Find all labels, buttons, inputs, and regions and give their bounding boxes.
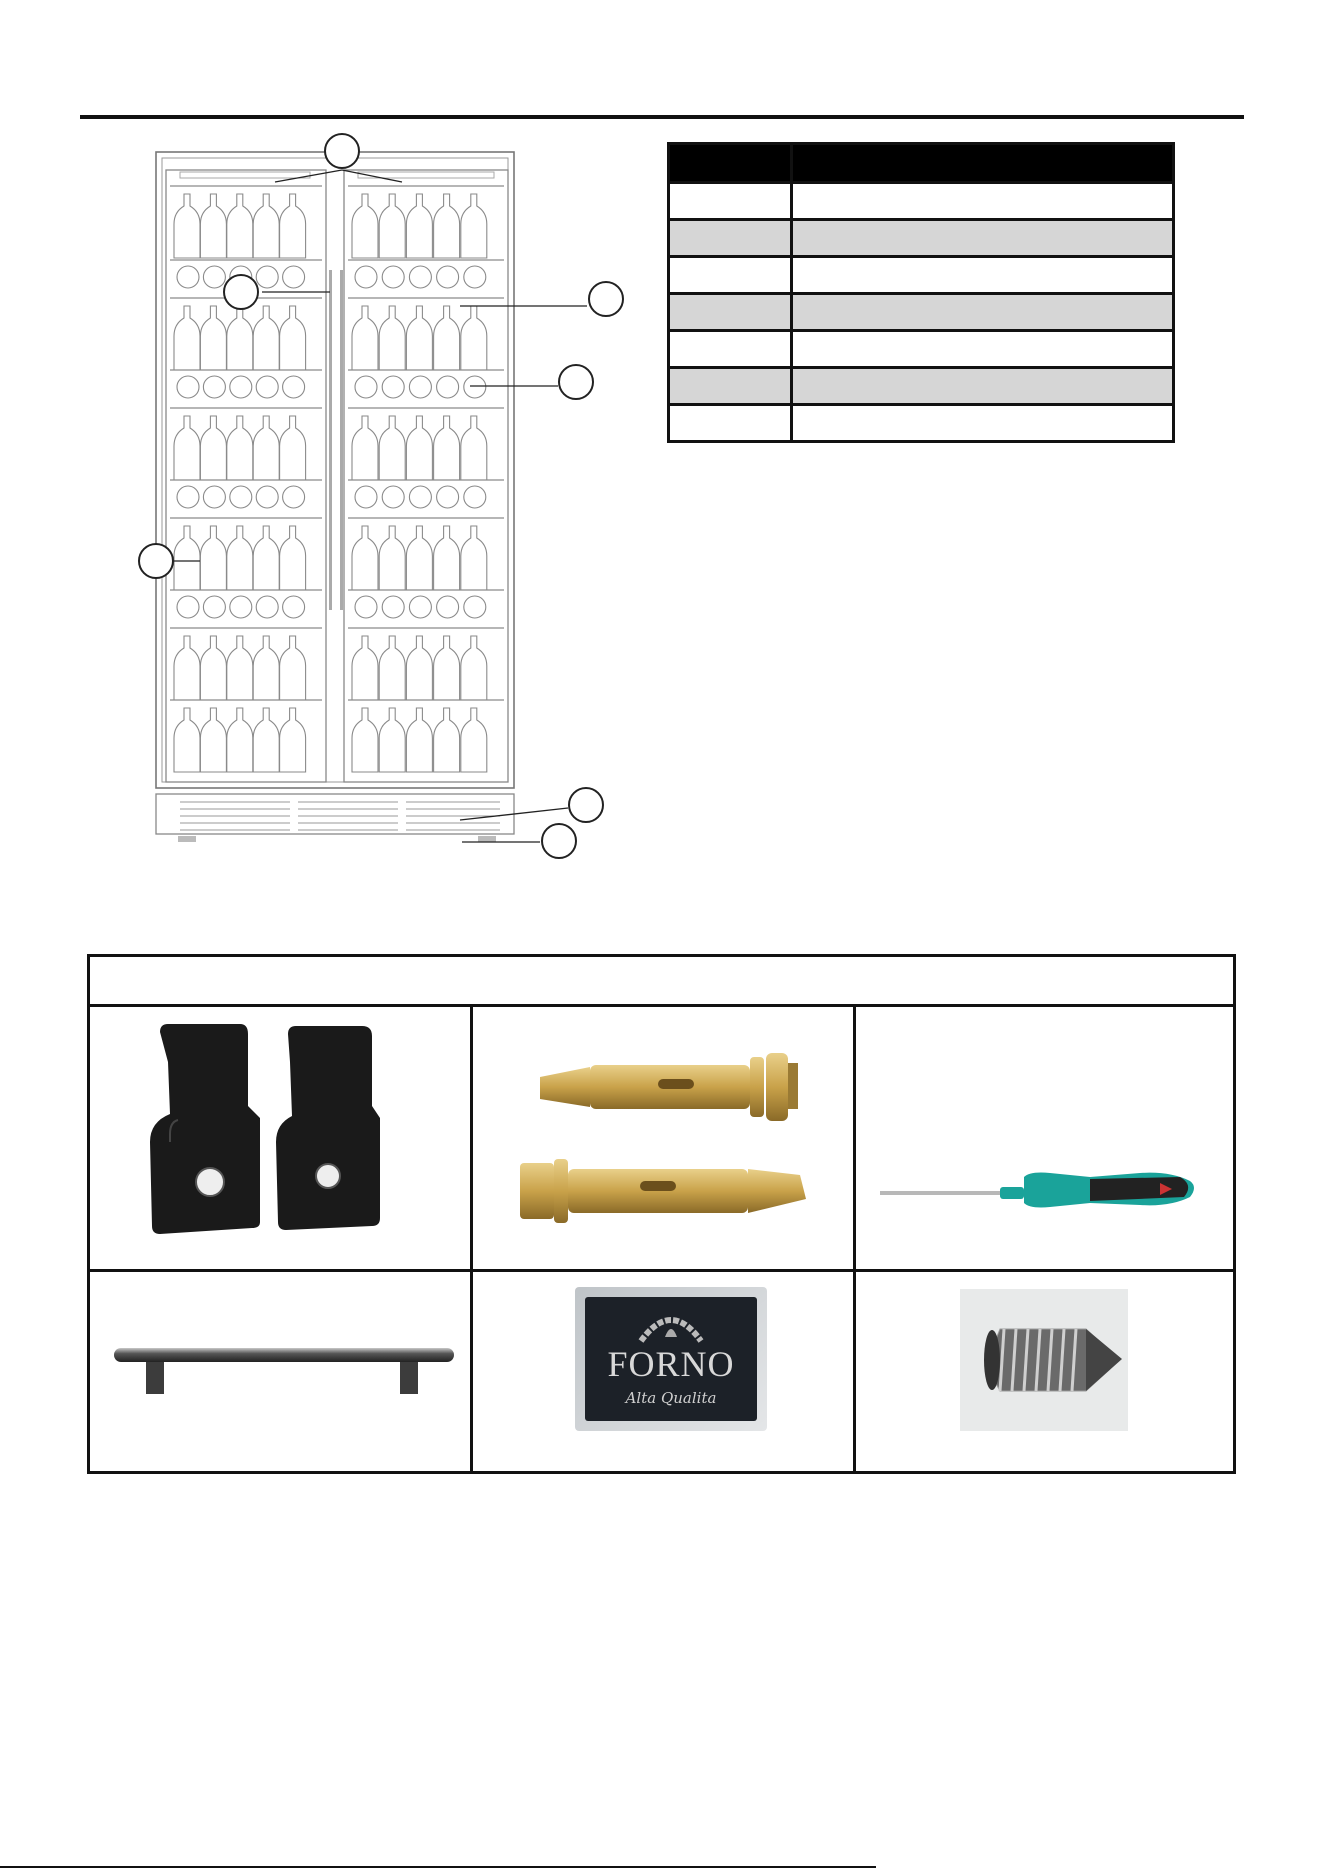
footer-rule	[0, 1866, 876, 1868]
row-desc	[792, 368, 1174, 405]
table-row	[669, 220, 1174, 257]
table-row	[669, 405, 1174, 442]
row-num	[669, 368, 792, 405]
callout-circle-6	[569, 788, 603, 822]
row-desc	[792, 257, 1174, 294]
row-num	[669, 294, 792, 331]
l-bracket-icon	[140, 1022, 440, 1252]
row-desc	[792, 331, 1174, 368]
door-handle-icon	[110, 1322, 460, 1412]
row-num	[669, 220, 792, 257]
oven-arch-icon	[635, 1303, 707, 1343]
row-num	[669, 257, 792, 294]
callout-circle-1	[325, 134, 359, 168]
row-desc	[792, 220, 1174, 257]
callout-circle-7	[542, 824, 576, 858]
row-desc	[792, 405, 1174, 442]
row-desc	[792, 183, 1174, 220]
grid-divider	[90, 1269, 1233, 1272]
left-door	[166, 170, 326, 782]
row-num	[669, 183, 792, 220]
parts-header-desc	[792, 144, 1174, 183]
callout-circle-3	[589, 282, 623, 316]
row-desc	[792, 294, 1174, 331]
brand-tagline: Alta Qualita	[625, 1389, 717, 1407]
left-handle	[329, 270, 332, 610]
callout-circle-4	[559, 365, 593, 399]
brand-name: FORNO	[607, 1344, 735, 1384]
base-grille	[156, 794, 514, 834]
right-handle	[340, 270, 343, 610]
right-door	[344, 170, 508, 782]
parts-header-num	[669, 144, 792, 183]
top-rule	[80, 115, 1244, 119]
screwdriver-icon	[880, 1157, 1210, 1227]
parts-table-header	[669, 144, 1174, 183]
set-screw-icon	[960, 1289, 1128, 1431]
grid-divider	[470, 1007, 473, 1474]
row-num	[669, 331, 792, 368]
table-row	[669, 368, 1174, 405]
logo-badge-icon	[575, 1287, 767, 1431]
table-row	[669, 331, 1174, 368]
callout-circle-2	[224, 275, 258, 309]
table-row	[669, 294, 1174, 331]
callout-circle-5	[139, 544, 173, 578]
accessories-title	[90, 957, 1233, 1007]
expansion-bolt-icon	[500, 1037, 840, 1237]
wine-cooler-diagram	[100, 130, 640, 860]
table-row	[669, 183, 1174, 220]
row-num	[669, 405, 792, 442]
accessories-panel	[87, 954, 1236, 1474]
grid-divider	[853, 1007, 856, 1474]
table-row	[669, 257, 1174, 294]
parts-table	[667, 142, 1175, 443]
